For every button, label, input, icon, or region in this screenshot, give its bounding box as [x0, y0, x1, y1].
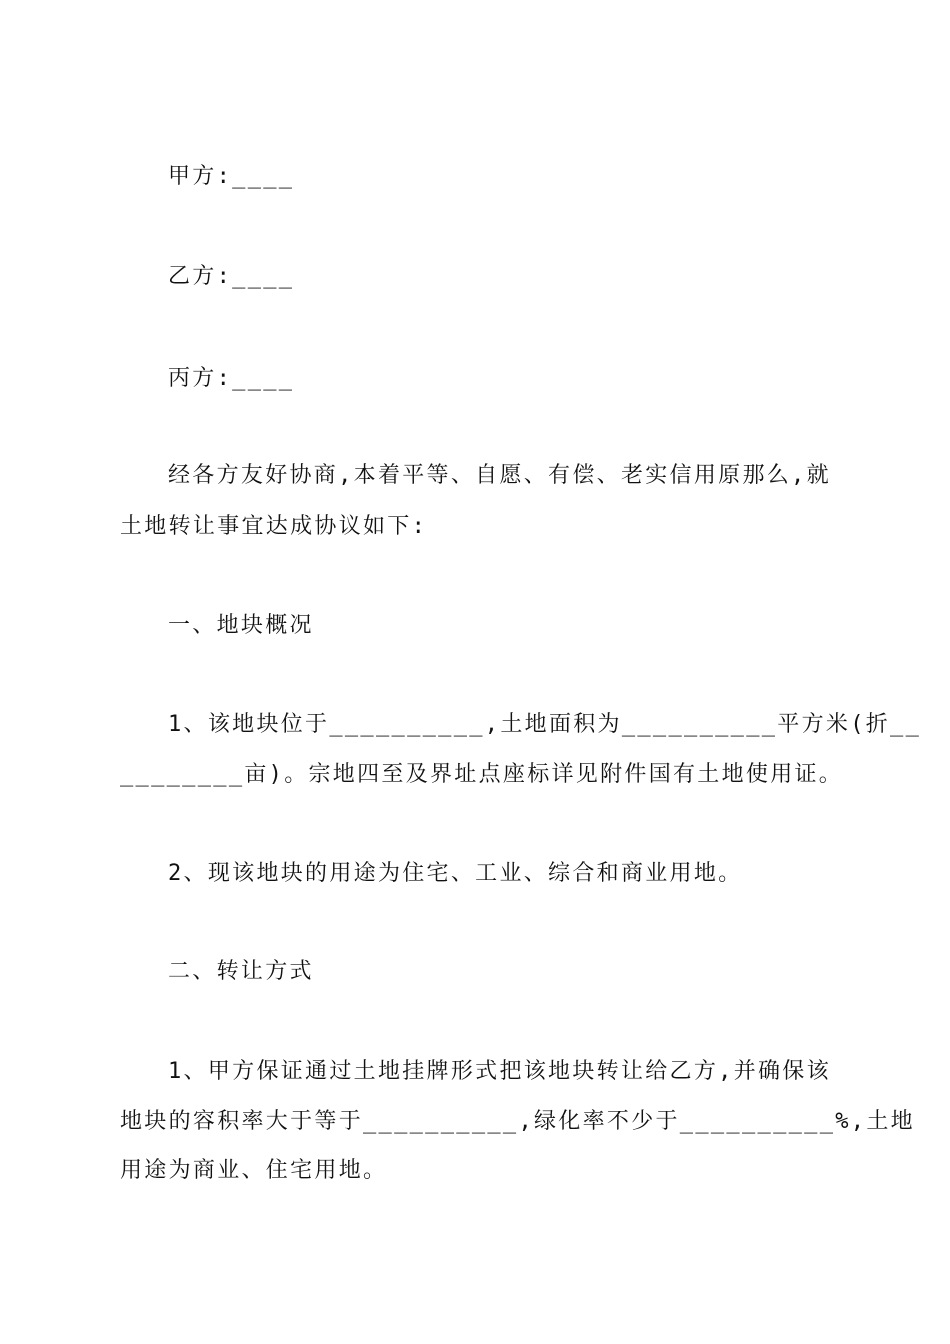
section-1-item-2: 2、现该地块的用途为住宅、工业、综合和商业用地。: [168, 861, 743, 886]
section-1-item-1-line-1: 1、该地块位于__________,土地面积为__________平方米(折__: [168, 712, 922, 737]
section-1-item-1-line-2: ________亩)。宗地四至及界址点座标详见附件国有土地使用证。: [120, 762, 844, 787]
section-2-item-1-line-2: 地块的容积率大于等于__________,绿化率不少于__________%,土地: [120, 1109, 915, 1134]
section-1-heading: 一、地块概况: [168, 613, 314, 638]
party-a-line: 甲方:____: [168, 164, 295, 189]
intro-paragraph-line-1: 经各方友好协商,本着平等、自愿、有偿、老实信用原那么,就: [168, 463, 831, 488]
party-c-line: 丙方:____: [168, 366, 295, 391]
intro-paragraph-line-2: 土地转让事宜达成协议如下:: [120, 514, 428, 539]
section-2-item-1-line-1: 1、甲方保证通过土地挂牌形式把该地块转让给乙方,并确保该: [168, 1059, 831, 1084]
party-b-line: 乙方:____: [168, 264, 295, 289]
section-2-item-1-line-3: 用途为商业、住宅用地。: [120, 1158, 388, 1183]
section-2-heading: 二、转让方式: [168, 959, 314, 984]
